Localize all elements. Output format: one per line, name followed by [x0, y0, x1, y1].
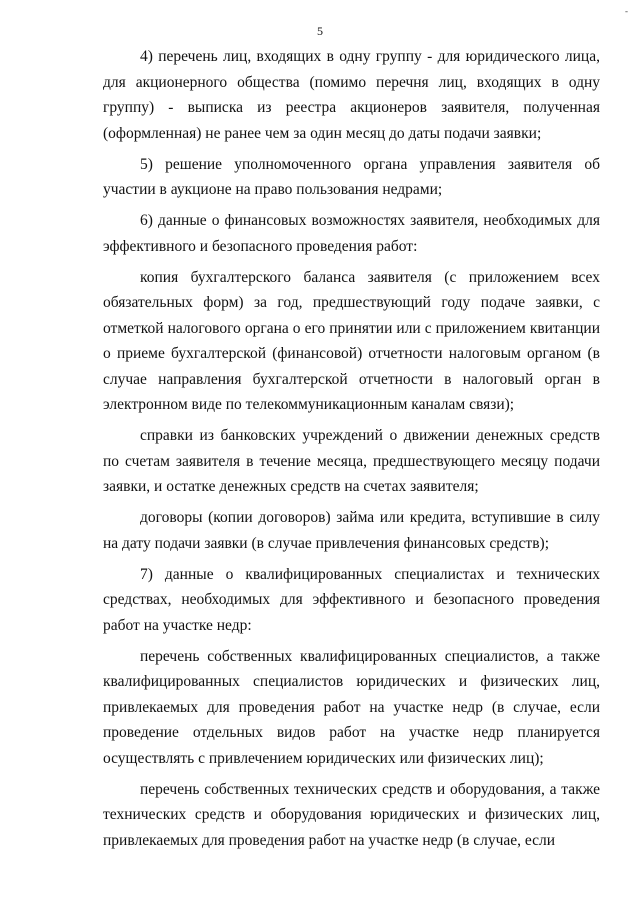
paragraph-specialists-list: перечень собственных квалифицированных специалистов, а также квалифицированных специалистов юридических и физических лиц, привлекаемых для проведения работ на участке недр (в случае, если проведение отдельных видов работ на участке недр планируется осуществлять с привлечением юридических или физических лиц); — [103, 647, 600, 767]
paragraph-balance-copy: копия бухгалтерского баланса заявителя (с приложением всех обязательных форм) за год, предшествующий году подаче заявки, с отметкой налогового органа о его принятии или с приложением квитанции о приеме бухгалтерской (финансовой) отчетности налоговым органом (в случае направления бухгалтерской отчетности в налоговый орган в электронном виде по телекоммуникационным каналам связи); — [103, 268, 600, 413]
paragraph-bank-statements: справки из банковских учреждений о движении денежных средств по счетам заявителя в течение месяца, предшествующего месяцу подачи заявки, и остатке денежных средств на счетах заявителя; — [103, 427, 600, 495]
paragraph-loan-agreements: договоры (копии договоров) займа или кредита, вступившие в силу на дату подачи заявки (в случае привлечения финансовых средств); — [103, 509, 600, 552]
paragraph-item-5: 5) решение уполномоченного органа управления заявителя об участии в аукционе на право пользования недрами; — [103, 155, 600, 198]
paragraph-item-4: 4) перечень лиц, входящих в одну группу - для юридического лица, для акционерного общества (помимо перечня лиц, входящих в одну группу) - выписка из реестра акционеров заявителя, полученная (оформленная) не ранее чем за один месяц до даты подачи заявки; — [103, 48, 600, 142]
paragraph-item-7: 7) данные о квалифицированных специалистах и технических средствах, необходимых для эффективного и безопасного проведения работ на участке недр: — [103, 565, 600, 634]
page-number: 5 — [317, 24, 323, 38]
paragraph-equipment-list: перечень собственных технических средств и оборудования, а также технических средств и оборудования юридических и физических лиц, привлекаемых для проведения работ на участке недр (в случае, если — [103, 780, 600, 849]
body-text — [103, 44, 600, 859]
corner-mark: - — [625, 6, 628, 16]
paragraph-item-6: 6) данные о финансовых возможностях заявителя, необходимых для эффективного и безопасного проведения работ: — [103, 212, 600, 255]
